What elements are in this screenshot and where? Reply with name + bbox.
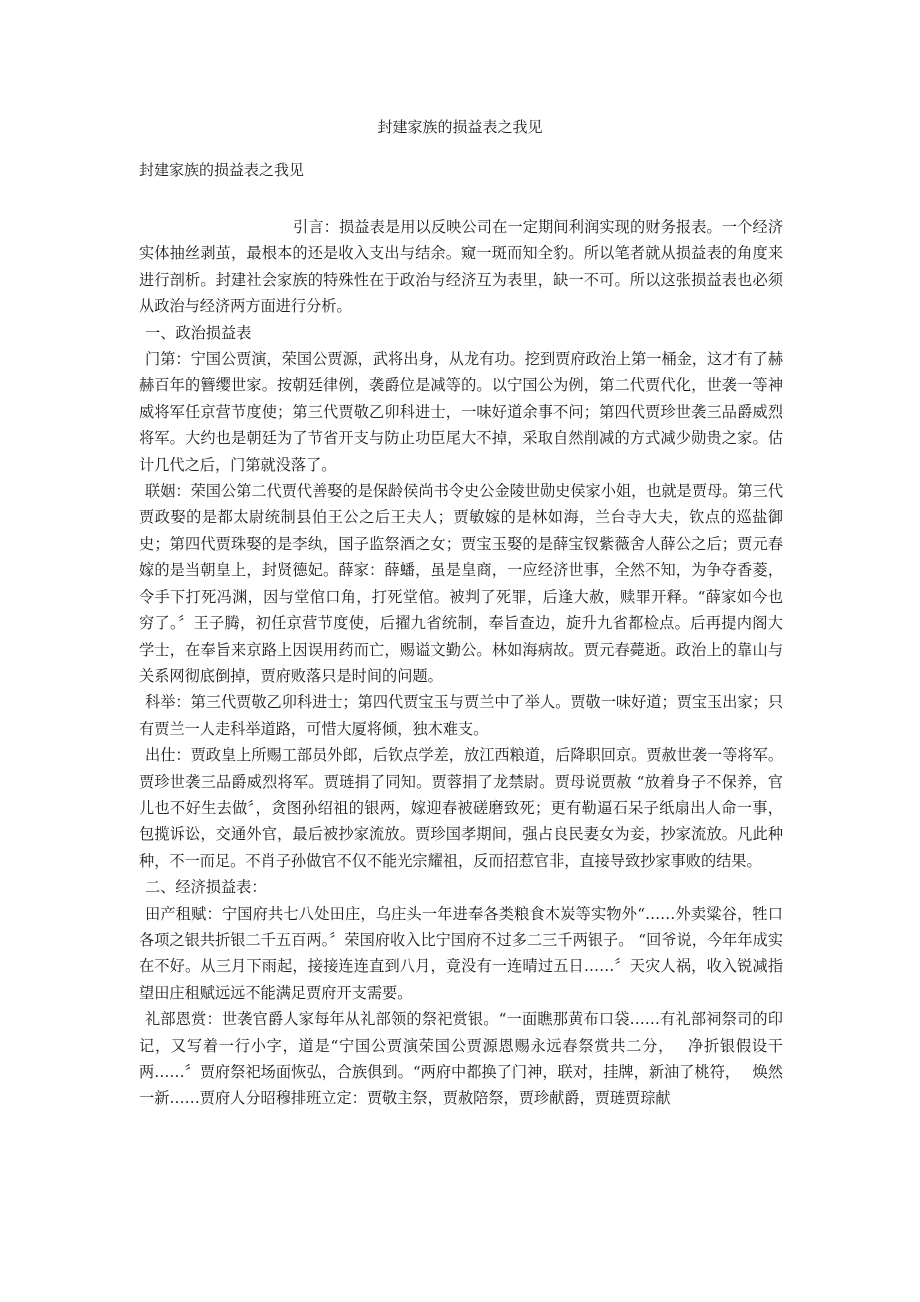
intro-paragraph: 引言：损益表是用以反映公司在一定期间利润实现的财务报表。一个经济实体抽丝剥茧，最根本的还是收入支出与结余。窥一斑而知全豹。所以笔者就从损益表的角度来进行剖析。封建社会家族的特殊性在于政治与经济互为表里，缺一不可。所以这张损益表也必须从政治与经济两方面进行分析。: [139, 218, 783, 316]
section-heading-economic: 二、经济损益表：: [145, 878, 267, 897]
document-title: 封建家族的损益表之我见: [377, 118, 543, 136]
paragraph-mendi: 门第：宁国公贾演，荣国公贾源，武将出身，从龙有功。挖到贾府政治上第一桶金，这才有了赫赫百年的簪缨世家。按朝廷律例，袭爵位是减等的。以宁国公为例，第二代贾代化，世袭一等神威将军任京营节度使；第三代贾敬乙卯科进士，一味好道余事不问；第四代贾珍世袭三品爵威烈将军。大约也是朝廷为了节省开支与防止功臣尾大不掉，采取自然削减的方式减少勋贵之家。估计几代之后，门第就没落了。: [139, 350, 783, 474]
document-subtitle: 封建家族的损益表之我见: [139, 161, 305, 179]
paragraph-libu: 礼部恩赏：世袭官爵人家每年从礼部领的祭祀赏银。“一面瞧那黄布口袋……有礼部祠祭司的印记，又写着一行小字，道是“宁国公贾演荣国公贾源恩赐永远春祭赏共二分， 净折银假设干两……〞贾府祭祀场面恢弘，合族俱到。“两府中都换了门神，联对，挂牌，新油了桃符， 焕然一新……贾府人分昭穆排班立定：贾敬主祭，贾赦陪祭，贾珍献爵，贾琏贾琮献: [139, 1010, 783, 1108]
paragraph-tianchan: 田产租赋：宁国府共七八处田庄，乌庄头一年进奉各类粮食木炭等实物外“……外卖粱谷，牲口各项之银共折银二千五百两。〞荣国府收入比宁国府不过多二三千两银子。 “回爷说，今年年成实在不好。从三月下雨起，接接连连直到八月，竟没有一连晴过五日……〞天灾人祸，收入锐减指望田庄租赋远远不能满足贾府开支需要。: [139, 904, 783, 1002]
paragraph-keju: 科举：第三代贾敬乙卯科进士；第四代贾宝玉与贾兰中了举人。贾敬一味好道；贾宝玉出家；只有贾兰一人走科举道路，可惜大厦将倾，独木难支。: [139, 693, 783, 738]
section-heading-political: 一、政治损益表: [145, 323, 252, 342]
paragraph-lianyin: 联姻：荣国公第二代贾代善娶的是保龄侯尚书令史公金陵世勋史侯家小姐，也就是贾母。第三代贾政娶的是都太尉统制县伯王公之后王夫人；贾敏嫁的是林如海，兰台寺大夫，钦点的巡盐御史；第四代贾珠娶的是李纨，国子监祭酒之女；贾宝玉娶的是薛宝钗紫薇舍人薛公之后；贾元春嫁的是当朝皇上，封贤德妃。薛家：薛蟠，虽是皇商，一应经济世事，全然不知，为争夺香菱，令手下打死冯渊，因与堂倌口角，打死堂倌。被判了死罪，后逢大赦，赎罪开释。“薛家如今也穷了。〞王子腾，初任京营节度使，后擢九省统制，奉旨查边，旋升九省都检点。后再提内阁大学士，在奉旨来京路上因误用药而亡，赐谥文勤公。林如海病故。贾元春薨逝。政治上的靠山与关系网彻底倒掉，贾府败落只是时间的问题。: [139, 482, 783, 685]
document-body: [139, 214, 783, 1112]
paragraph-chushi: 出仕：贾政皇上所赐工部员外郎，后钦点学差，放江西粮道，后降职回京。贾赦世袭一等将军。贾珍世袭三品爵威烈将军。贾琏捐了同知。贾蓉捐了龙禁尉。贾母说贾赦 “放着身子不保养，官儿也不好生去做〞，贪图孙绍祖的银两，嫁迎春被磋磨致死；更有勒逼石呆子纸扇出人命一事，包揽诉讼，交通外官，最后被抄家流放。贾珍国孝期间，强占良民妻女为妾，抄家流放。凡此种种，不一而足。不肖子孙做官不仅不能光宗耀祖，反而招惹官非，直接导致抄家事败的结果。: [139, 746, 783, 870]
